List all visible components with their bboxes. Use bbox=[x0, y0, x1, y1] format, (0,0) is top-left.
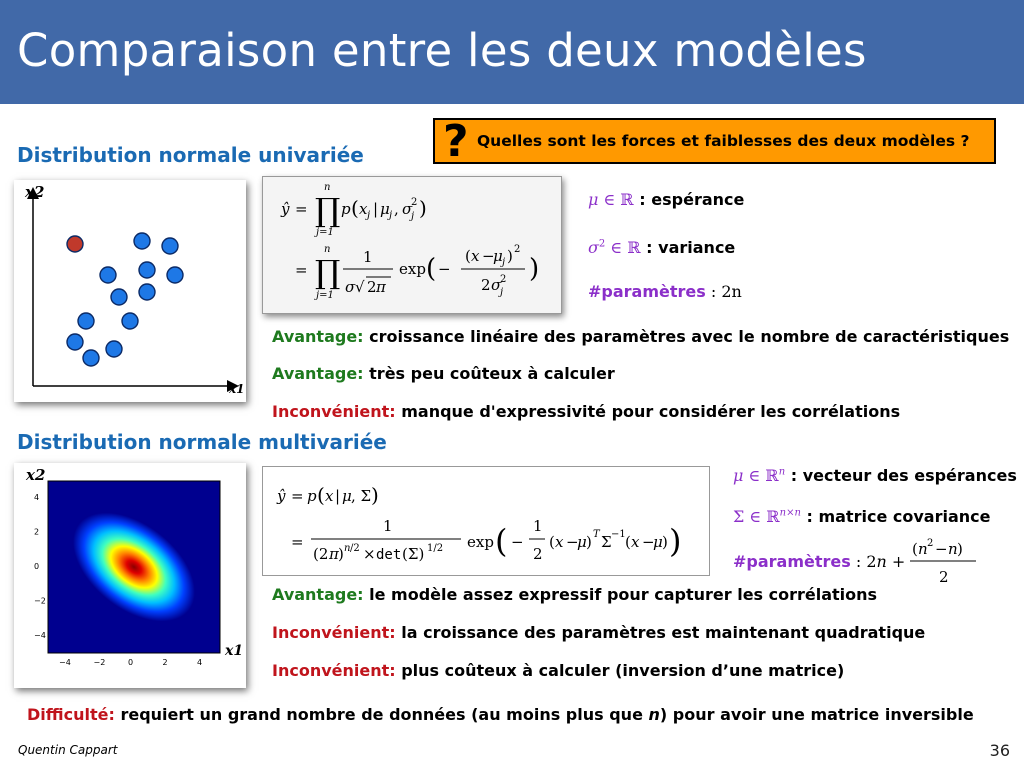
svg-text:,: , bbox=[394, 200, 399, 218]
svg-text:(2: (2 bbox=[313, 545, 329, 563]
univariate-count-value: : 2n bbox=[705, 282, 742, 301]
footer-author: Quentin Cappart bbox=[18, 743, 118, 757]
x-tick-label: −2 bbox=[93, 658, 106, 667]
data-point bbox=[67, 334, 83, 350]
svg-text:μ: μ bbox=[577, 533, 587, 551]
svg-text:): ) bbox=[957, 540, 963, 558]
svg-text:): ) bbox=[338, 545, 344, 563]
svg-text:μ: μ bbox=[493, 247, 503, 265]
svg-text:π: π bbox=[329, 545, 339, 563]
x-tick-label: 2 bbox=[162, 658, 168, 667]
svg-text:μ: μ bbox=[342, 487, 352, 505]
svg-text:j: j bbox=[389, 210, 393, 221]
svg-text:(Σ): (Σ) bbox=[402, 545, 425, 563]
svg-text:j: j bbox=[411, 211, 415, 222]
difficulty-variable: n bbox=[648, 705, 660, 724]
svg-text:−: − bbox=[935, 540, 948, 558]
svg-text:exp: exp bbox=[399, 260, 426, 278]
univariate-con-1 bbox=[272, 402, 900, 421]
data-point bbox=[139, 262, 155, 278]
svg-text:x: x bbox=[325, 487, 334, 505]
univariate-count-param bbox=[588, 282, 742, 301]
svg-text:x: x bbox=[555, 533, 564, 551]
univariate-formula bbox=[262, 176, 562, 314]
svg-text:=: = bbox=[291, 533, 304, 551]
data-point bbox=[100, 267, 116, 283]
drawback-text: plus coûteux à calculer (inversion d’une matrice) bbox=[395, 661, 845, 680]
page-number: 36 bbox=[989, 741, 1010, 760]
multivariate-count-fraction bbox=[906, 538, 986, 590]
svg-text:−: − bbox=[438, 260, 451, 278]
svg-text:2: 2 bbox=[500, 274, 507, 285]
data-point bbox=[167, 267, 183, 283]
svg-text:√: √ bbox=[355, 278, 365, 296]
data-point bbox=[139, 284, 155, 300]
svg-text:(: ( bbox=[426, 254, 437, 284]
svg-text:j: j bbox=[502, 257, 506, 268]
univariate-pro-1 bbox=[272, 327, 1009, 346]
multivariate-heatmap-panel bbox=[14, 463, 246, 688]
data-point bbox=[122, 313, 138, 329]
svg-text:σ: σ bbox=[491, 276, 502, 294]
svg-text:=: = bbox=[295, 261, 308, 279]
svg-text:, Σ: , Σ bbox=[351, 487, 372, 505]
svg-text:j: j bbox=[367, 210, 371, 221]
multivariate-count-label: #paramètres bbox=[733, 552, 851, 571]
outlier-point bbox=[67, 236, 83, 252]
svg-text:(: ( bbox=[625, 533, 631, 551]
multivariate-mu-label: : vecteur des espérances bbox=[785, 466, 1017, 485]
svg-text:|: | bbox=[373, 200, 379, 218]
univariate-pro-2 bbox=[272, 364, 615, 383]
drawback-text: manque d'expressivité pour considérer les corrélations bbox=[395, 402, 901, 421]
svg-text:x: x bbox=[359, 200, 368, 218]
univariate-sigma-label: : variance bbox=[640, 238, 736, 257]
x-axis-label: x1 bbox=[229, 382, 245, 396]
difficulty-text-end: ) pour avoir une matrice inversible bbox=[659, 705, 974, 724]
svg-text:π: π bbox=[376, 278, 386, 296]
drawback-tag: Inconvénient: bbox=[272, 402, 396, 421]
slide-title: Comparaison entre les deux modèles bbox=[17, 24, 867, 77]
svg-text:(: ( bbox=[465, 247, 471, 265]
svg-text:2: 2 bbox=[514, 244, 521, 255]
svg-text:x: x bbox=[631, 533, 640, 551]
y-tick-label: 2 bbox=[34, 527, 40, 537]
univariate-formula-svg bbox=[263, 177, 563, 315]
univariate-scatter-panel bbox=[14, 180, 246, 402]
svg-text:det: det bbox=[376, 547, 402, 563]
svg-text:/2: /2 bbox=[350, 543, 360, 554]
svg-text:2: 2 bbox=[411, 197, 418, 208]
svg-text:j=1: j=1 bbox=[316, 227, 334, 238]
svg-text:Σ: Σ bbox=[601, 533, 612, 551]
svg-text:): ) bbox=[662, 533, 668, 551]
slide-header bbox=[0, 0, 1024, 104]
advantage-tag: Avantage: bbox=[272, 327, 364, 346]
multivariate-count-param: #paramètres : 2n + bbox=[733, 552, 906, 571]
svg-text:(: ( bbox=[317, 483, 325, 507]
svg-text:2: 2 bbox=[367, 278, 377, 296]
svg-text:): ) bbox=[669, 522, 682, 560]
svg-text:n: n bbox=[344, 543, 351, 554]
svg-text:2: 2 bbox=[927, 538, 934, 549]
svg-text:p: p bbox=[341, 200, 351, 218]
question-box bbox=[433, 116, 996, 167]
svg-text:μ: μ bbox=[653, 533, 663, 551]
svg-text:1: 1 bbox=[533, 517, 543, 535]
svg-text:n: n bbox=[918, 540, 928, 558]
multivariate-heatmap bbox=[14, 463, 246, 688]
svg-text:=: = bbox=[291, 487, 304, 505]
svg-text:2: 2 bbox=[939, 568, 949, 586]
data-point bbox=[134, 233, 150, 249]
svg-text:σ: σ bbox=[402, 200, 413, 218]
y-tick-label: −2 bbox=[34, 596, 46, 606]
x-axis-label: x1 bbox=[225, 643, 244, 659]
y-axis-label: x2 bbox=[26, 466, 46, 484]
svg-text:(: ( bbox=[549, 533, 555, 551]
svg-text:): ) bbox=[507, 247, 513, 265]
data-point bbox=[83, 350, 99, 366]
svg-text:): ) bbox=[529, 254, 540, 284]
data-point bbox=[106, 341, 122, 357]
difficulty-tag: Difficulté: bbox=[27, 705, 115, 724]
svg-text:ŷ: ŷ bbox=[281, 200, 290, 218]
data-point bbox=[78, 313, 94, 329]
svg-text:p: p bbox=[307, 487, 317, 505]
question-text: Quelles sont les forces et faiblesses des deux modèles ? bbox=[477, 132, 970, 150]
advantage-text: croissance linéaire des paramètres avec le nombre de caractéristiques bbox=[363, 327, 1010, 346]
svg-text:(: ( bbox=[912, 540, 918, 558]
multivariate-sigma-label: : matrice covariance bbox=[800, 507, 991, 526]
univariate-sigma-param: $\sigma^2$ ∈ ℝ : variance bbox=[588, 238, 736, 257]
svg-text:|: | bbox=[335, 487, 341, 505]
svg-text:n: n bbox=[324, 244, 331, 255]
advantage-text: très peu coûteux à calculer bbox=[363, 364, 615, 383]
svg-text:−: − bbox=[566, 533, 579, 551]
svg-text:−: − bbox=[511, 533, 524, 551]
svg-text:(: ( bbox=[351, 196, 359, 220]
y-tick-label: −4 bbox=[34, 631, 46, 640]
question-mark-icon: ? bbox=[443, 116, 469, 167]
svg-text:T: T bbox=[593, 529, 600, 540]
svg-text:x: x bbox=[471, 247, 480, 265]
svg-text:j: j bbox=[500, 287, 504, 298]
svg-text:exp: exp bbox=[467, 533, 494, 551]
svg-text:∏: ∏ bbox=[315, 253, 341, 291]
svg-text:2: 2 bbox=[481, 276, 491, 294]
svg-text:(: ( bbox=[495, 522, 508, 560]
multivariate-mu-param: μ ∈ ℝ$^n$ : vecteur des espérances bbox=[733, 466, 1017, 485]
data-point bbox=[111, 289, 127, 305]
x-tick-label: 4 bbox=[197, 658, 203, 667]
svg-text:n: n bbox=[948, 540, 958, 558]
svg-text:∏: ∏ bbox=[315, 191, 341, 229]
drawback-tag: Inconvénient: bbox=[272, 623, 396, 642]
univariate-mu-label: : espérance bbox=[633, 190, 745, 209]
svg-text:): ) bbox=[586, 533, 592, 551]
multivariate-con-2 bbox=[272, 661, 844, 680]
drawback-text: la croissance des paramètres est maintenant quadratique bbox=[395, 623, 926, 642]
svg-text:−: − bbox=[642, 533, 655, 551]
svg-text:=: = bbox=[295, 200, 308, 218]
multivariate-formula bbox=[262, 466, 710, 576]
svg-text:ŷ: ŷ bbox=[277, 487, 286, 505]
y-tick-label: 4 bbox=[34, 493, 40, 502]
difficulty-line bbox=[27, 705, 974, 724]
svg-text:−: − bbox=[482, 247, 495, 265]
univariate-heading: Distribution normale univariée bbox=[17, 143, 364, 167]
x-tick-label: 0 bbox=[128, 658, 134, 667]
multivariate-sigma-param: Σ ∈ ℝ$^{n\times n}$ : matrice covariance bbox=[733, 507, 991, 526]
advantage-tag: Avantage: bbox=[272, 364, 364, 383]
x-tick-label: −4 bbox=[59, 658, 71, 667]
advantage-tag: Avantage: bbox=[272, 585, 364, 604]
svg-text:): ) bbox=[419, 196, 427, 220]
multivariate-heading: Distribution normale multivariée bbox=[17, 430, 387, 454]
univariate-mu-param: μ ∈ ℝ : espérance bbox=[588, 190, 745, 209]
svg-text:1: 1 bbox=[363, 248, 373, 266]
svg-text:n: n bbox=[324, 182, 331, 193]
svg-text:1: 1 bbox=[383, 517, 393, 535]
difficulty-text-start: requiert un grand nombre de données (au moins plus que bbox=[114, 705, 649, 724]
svg-text:σ: σ bbox=[345, 278, 356, 296]
univariate-scatter-plot bbox=[14, 180, 246, 402]
advantage-text: le modèle assez expressif pour capturer les corrélations bbox=[363, 585, 878, 604]
univariate-count-label: #paramètres bbox=[588, 282, 706, 301]
svg-text:1/2: 1/2 bbox=[427, 543, 444, 554]
multivariate-pro-1 bbox=[272, 585, 877, 604]
svg-text:): ) bbox=[371, 483, 379, 507]
svg-text:×: × bbox=[363, 545, 376, 563]
svg-text:2: 2 bbox=[533, 545, 543, 563]
svg-text:μ: μ bbox=[380, 200, 390, 218]
y-axis-label: x2 bbox=[25, 183, 45, 201]
multivariate-formula-svg bbox=[263, 467, 711, 577]
data-point bbox=[162, 238, 178, 254]
multivariate-con-1 bbox=[272, 623, 925, 642]
y-tick-label: 0 bbox=[34, 562, 40, 571]
svg-text:j=1: j=1 bbox=[316, 290, 334, 301]
drawback-tag: Inconvénient: bbox=[272, 661, 396, 680]
svg-text:−1: −1 bbox=[611, 529, 626, 540]
